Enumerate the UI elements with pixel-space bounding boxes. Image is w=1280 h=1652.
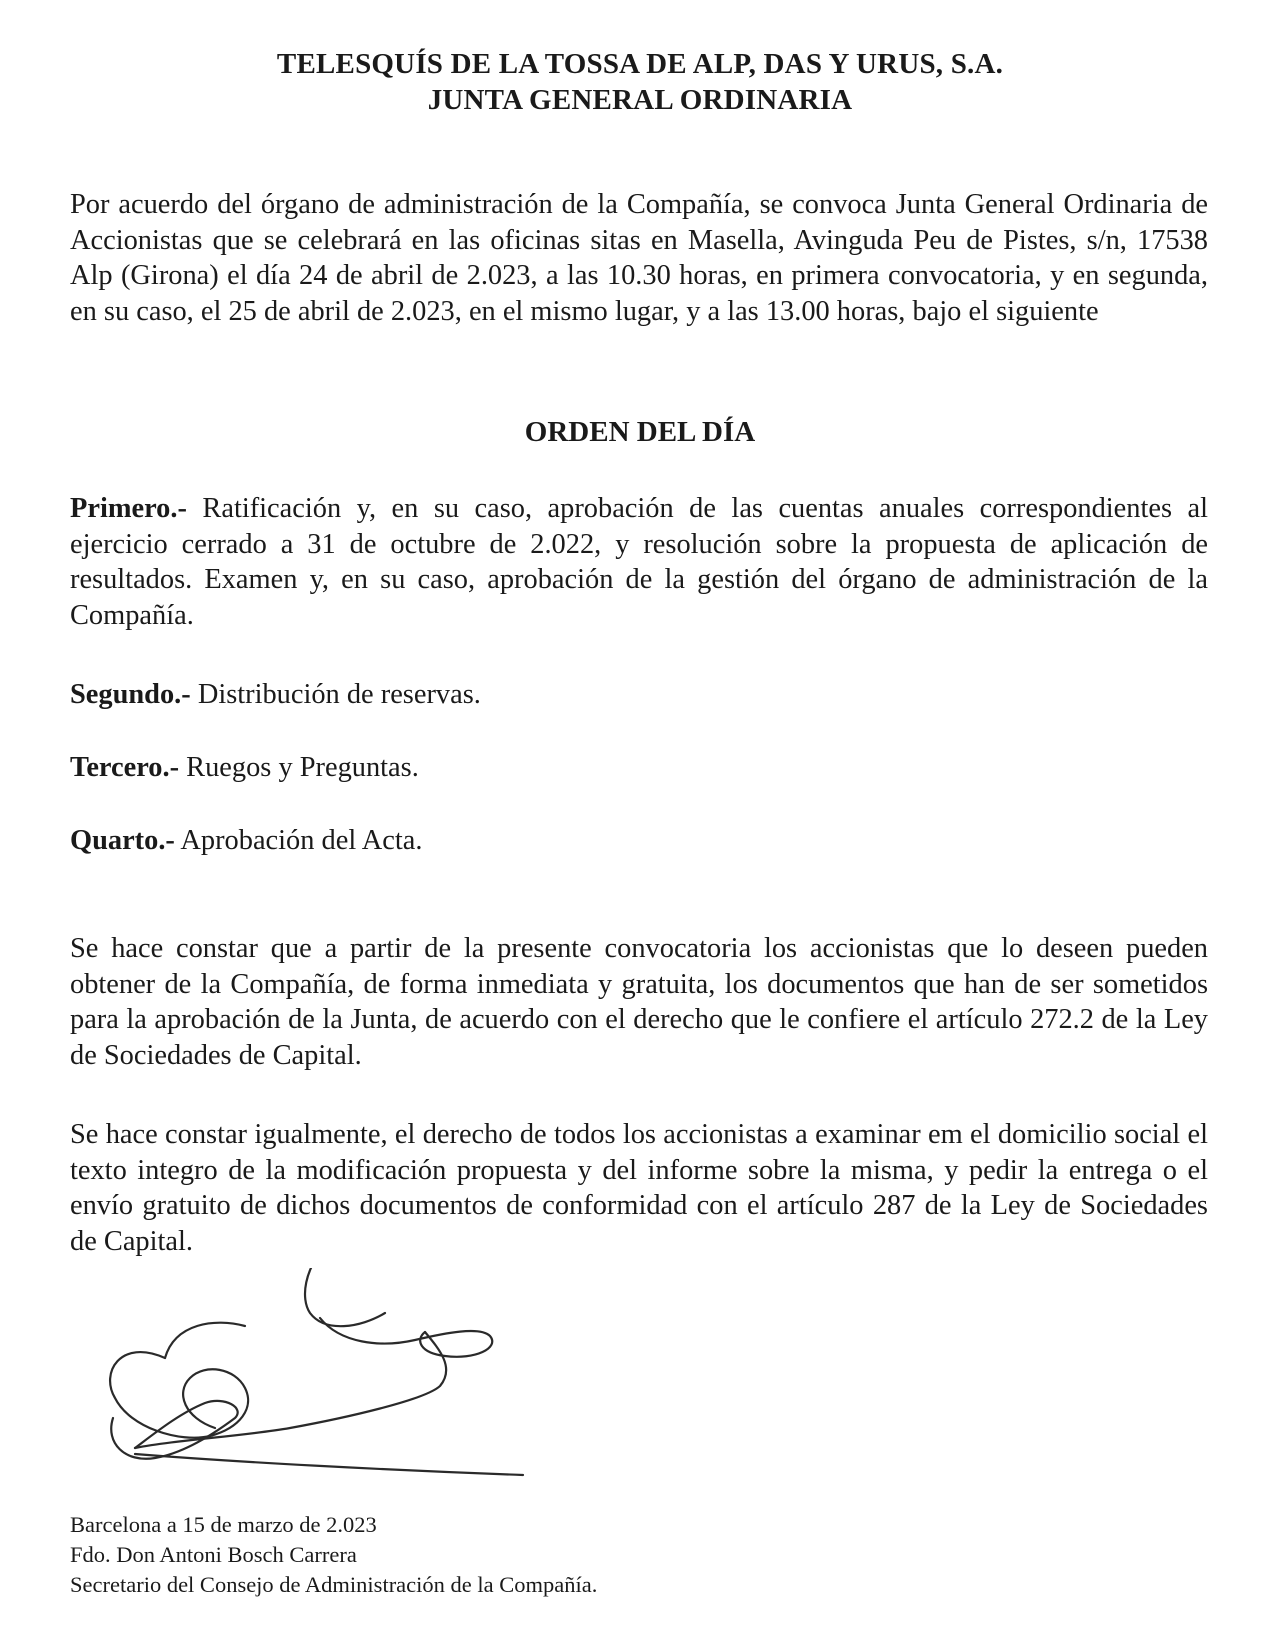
agenda-item-text: Distribución de reservas. xyxy=(197,679,481,710)
notice-paragraph-2: Se hace constar igualmente, el derecho de todos los accionistas a examinar em el domicilio social el texto integro de la modificación propuesta y del informe sobre la misma, y pedir la entrega o el envío gratuito de dichos documentos de conformidad con el artículo 287 de la Ley de Sociedades de Capital. xyxy=(70,1119,1208,1257)
signer-name: Fdo. Don Antoni Bosch Carrera xyxy=(70,1542,357,1567)
agenda-item-label: Segundo.- xyxy=(70,679,191,710)
signature-block xyxy=(70,1510,597,1600)
agenda-item-label: Quarto.- xyxy=(70,825,175,856)
agenda-item-first xyxy=(70,491,1208,633)
agenda-item-fourth xyxy=(70,823,1208,859)
agenda-item-label: Primero.- xyxy=(70,493,187,524)
meeting-title: JUNTA GENERAL ORDINARIA xyxy=(427,84,853,116)
agenda-item-label: Tercero.- xyxy=(70,752,180,783)
agenda-item-text: Ratificación y, en su caso, aprobación de las cuentas anuales correspondientes al ejercicio cerrado a 31 de octubre de 2.022, y resolución sobre la propuesta de aplicación de resultados. Examen y, en su caso, aprobación de la gestión del órgano de administración de la Compañía. xyxy=(70,493,1208,631)
company-title: TELESQUÍS DE LA TOSSA DE ALP, DAS Y URUS, S.A. xyxy=(276,48,1004,80)
handwritten-signature xyxy=(95,1268,565,1483)
agenda-item-third xyxy=(70,750,1208,786)
place-date: Barcelona a 15 de marzo de 2.023 xyxy=(70,1512,377,1537)
agenda-item-text: Aprobación del Acta. xyxy=(180,825,423,856)
intro-paragraph: Por acuerdo del órgano de administración de la Compañía, se convoca Junta General Ordinaria de Accionistas que se celebrará en las oficinas sitas en Masella, Avinguda Peu de Pistes, s/n, 17538 Alp (Girona) el día 24 de abril de 2.023, a las 10.30 horas, en primera convocatoria, y en segunda, en su caso, el 25 de abril de 2.023, en el mismo lugar, y a las 13.00 horas, bajo el siguiente xyxy=(70,189,1208,327)
notice-paragraph-1: Se hace constar que a partir de la presente convocatoria los accionistas que lo deseen pueden obtener de la Compañía, de forma inmediata y gratuita, los documentos que han de ser sometidos para la aprobación de la Junta, de acuerdo con el derecho que le confiere el artículo 272.2 de la Ley de Sociedades de Capital. xyxy=(70,933,1208,1071)
agenda-item-text: Ruegos y Preguntas. xyxy=(186,752,419,783)
agenda-title: ORDEN DEL DÍA xyxy=(524,416,756,448)
signer-role: Secretario del Consejo de Administración de la Compañía. xyxy=(70,1572,598,1597)
agenda-item-second xyxy=(70,677,1208,713)
